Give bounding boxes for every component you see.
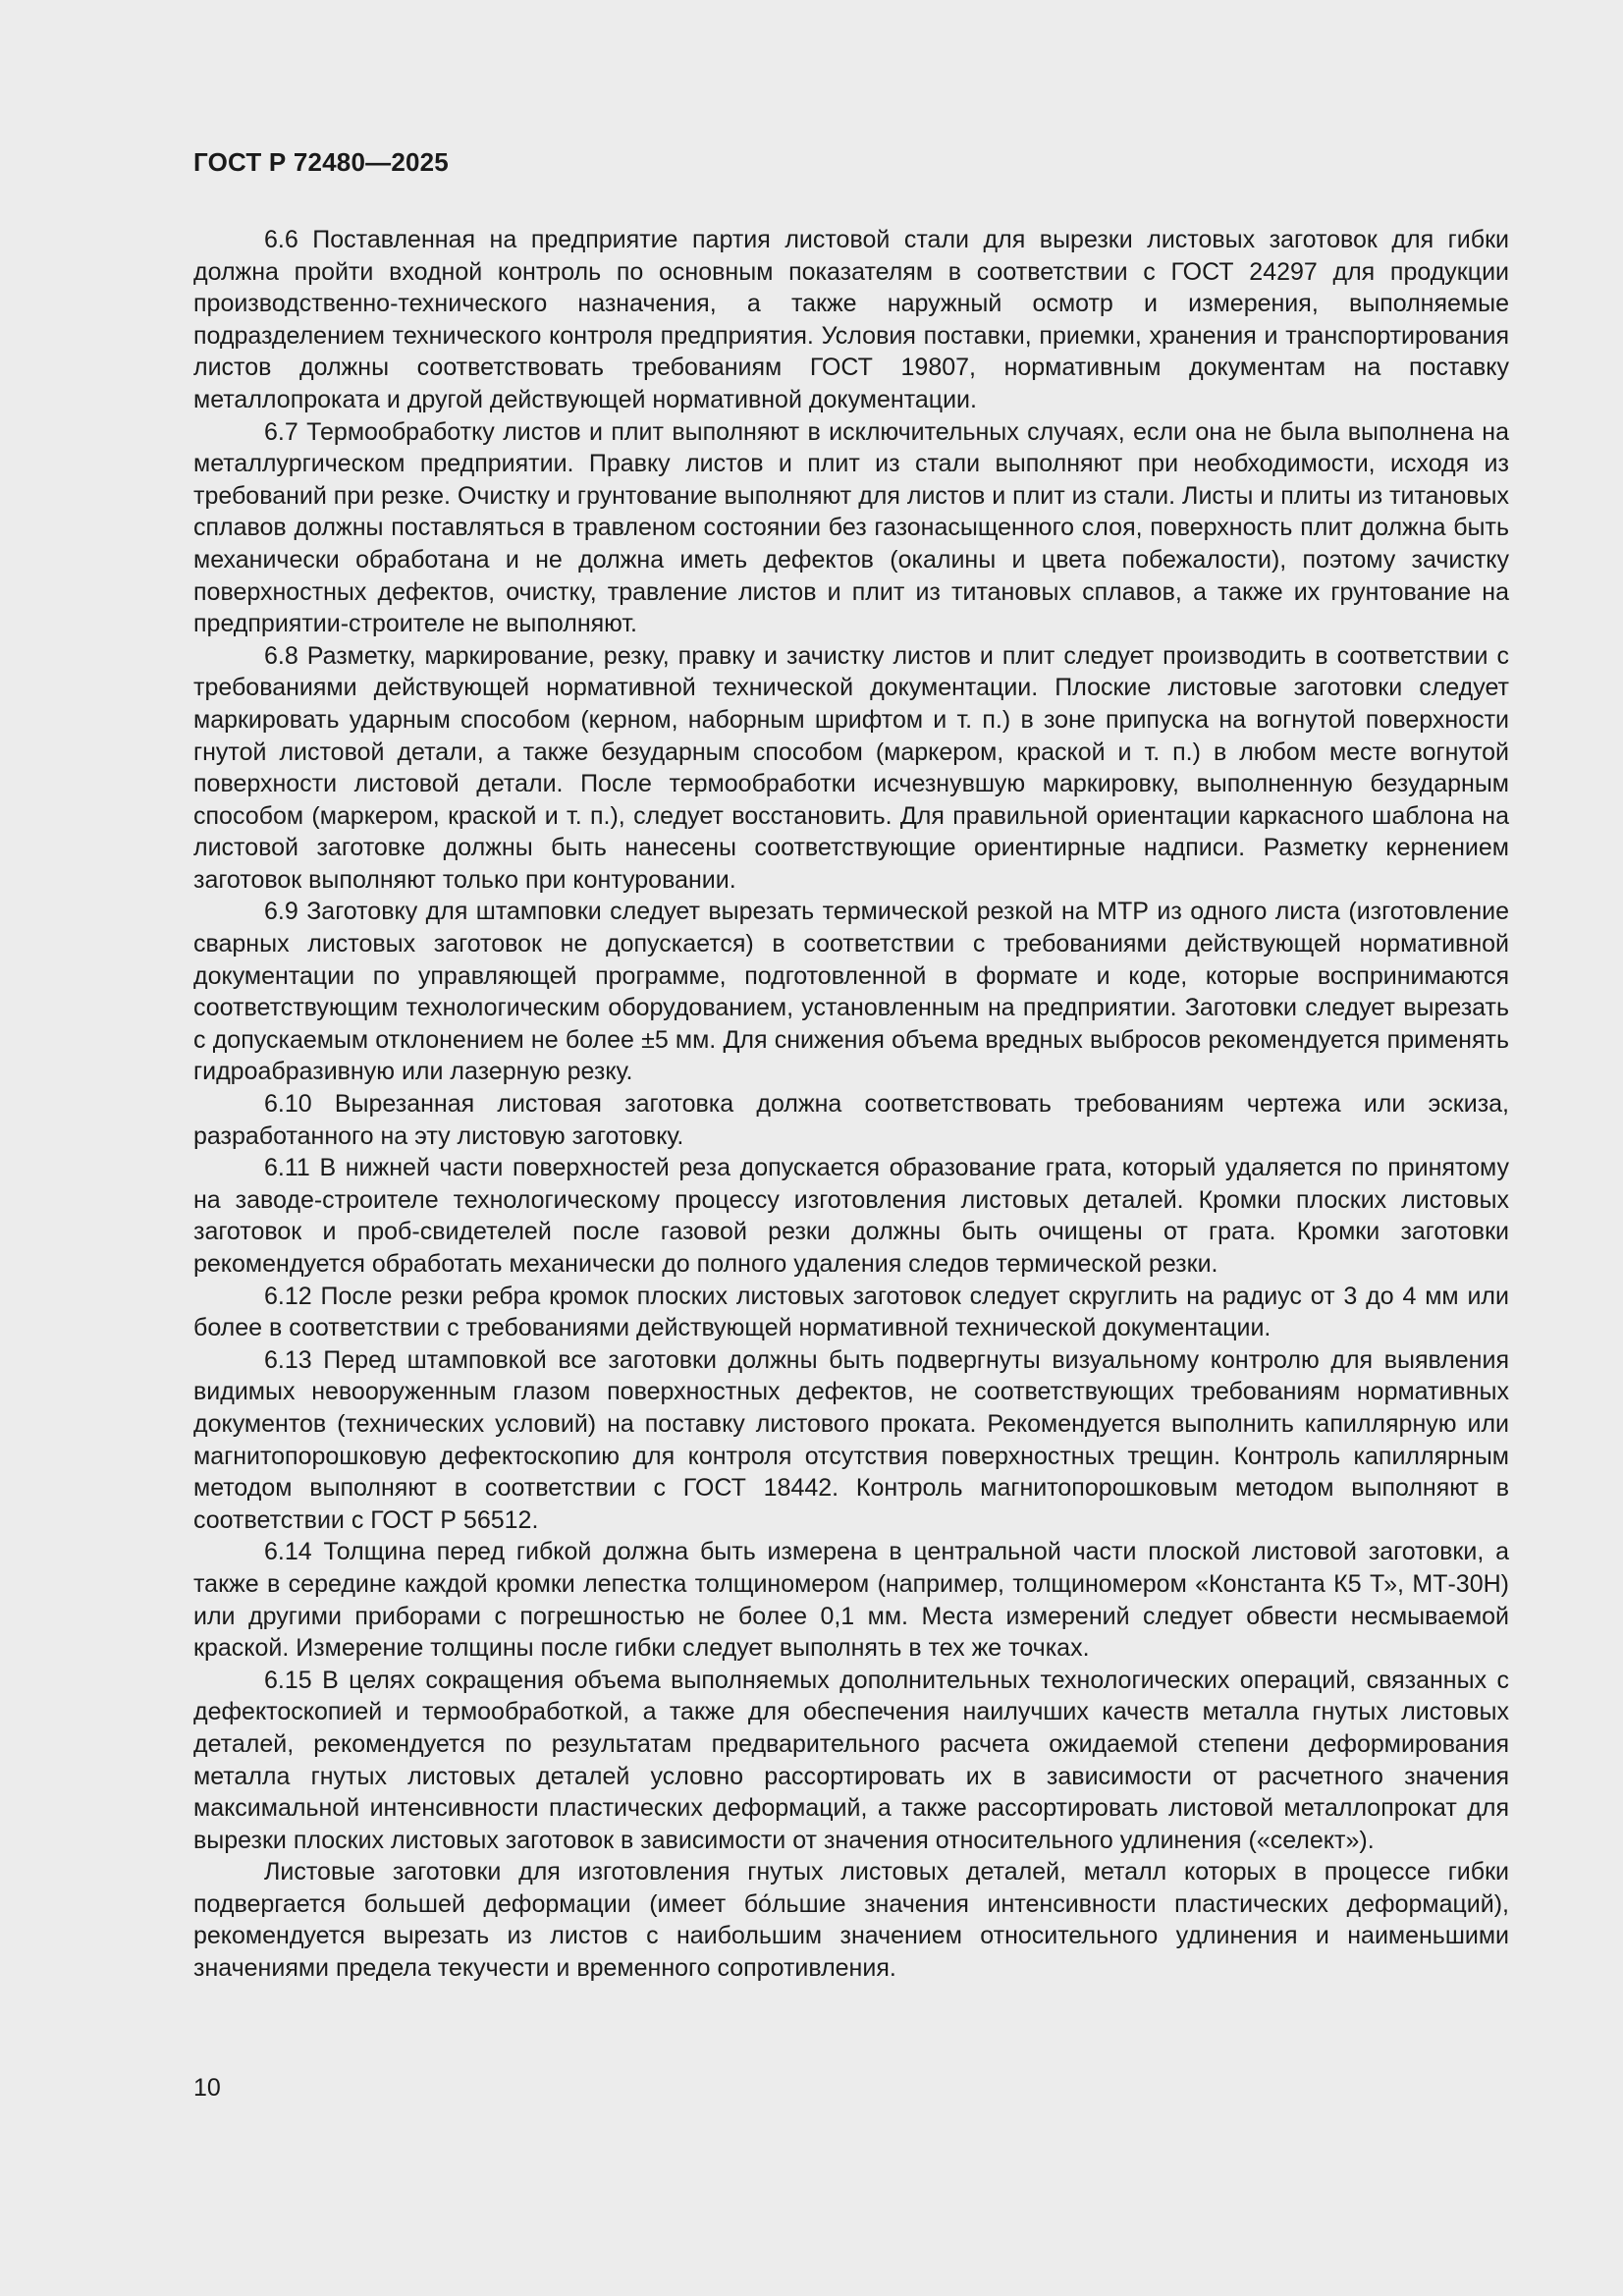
clause-6-11: 6.11 В нижней части поверхностей реза допускается образование грата, который удаляется по принятому на заводе-строителе технологическому процессу изготовления листовых деталей. Кромки плоских листовых заготовок и проб-свидетелей после газовой резки должны быть очищены от грата. Кромки заготовки рекомендуется обработать механически до полного удаления следов термической резки. xyxy=(193,1154,1509,1278)
clause-6-15: 6.15 В целях сокращения объема выполняемых дополнительных технологических операций, связанных с дефектоскопией и термообработкой, а также для обеспечения наилучших качеств металла гнутых листовых деталей, рекомендуется по результатам предварительного расчета ожидаемой степени деформирования металла гнутых листовых деталей условно рассортировать их в зависимости от расчетного значения максимальной интенсивности пластических деформаций, а также рассортировать листовой металлопрокат для вырезки плоских листовых заготовок в зависимости от значения относительного удлинения («селект»). xyxy=(193,1666,1509,1854)
clause-6-8: 6.8 Разметку, маркирование, резку, правку и зачистку листов и плит следует производить в соответствии с требованиями действующей нормативной технической документации. Плоские листовые заготовки следует маркировать ударным способом (керном, наборным шрифтом и т. п.) в зоне припуска на вогнутой поверхности гнутой листовой детали, а также безударным способом (маркером, краской и т. п.) в любом месте вогнутой поверхности листовой детали. После термообработки исчезнувшую маркировку, выполненную безударным способом (маркером, краской и т. п.), следует восстановить. Для правильной ориентации каркасного шаблона на листовой заготовке должны быть нанесены соответствующие ориентирные надписи. Разметку кернением заготовок выполняют только при контуровании. xyxy=(193,641,1509,894)
clause-6-13: 6.13 Перед штамповкой все заготовки должны быть подвергнуты визуальному контролю для выявления видимых невооруженным глазом поверхностных дефектов, не соответствующих требованиям нормативных документов (технических условий) на поставку листового проката. Рекомендуется выполнить капиллярную или магнитопорошковую дефектоскопию для контроля отсутствия поверхностных трещин. Контроль капиллярным методом выполняют в соответствии с ГОСТ 18442. Контроль магнитопорошковым методом выполняют в соответствии с ГОСТ Р 56512. xyxy=(193,1345,1509,1534)
clause-6-12: 6.12 После резки ребра кромок плоских листовых заготовок следует скруглить на радиус от 3 до 4 мм или более в соответствии с требованиями действующей нормативной технической документации. xyxy=(193,1282,1509,1342)
body-text xyxy=(193,224,1509,1985)
clause-6-6: 6.6 Поставленная на предприятие партия листовой стали для вырезки листовых заготовок для гибки должна пройти входной контроль по основным показателям в соответствии с ГОСТ 24297 для продукции производственно-технического назначения, а также наружный осмотр и измерения, выполняемые подразделением технического контроля предприятия. Условия поставки, приемки, хранения и транспортирования листов должны соответствовать требованиям ГОСТ 19807, нормативным документам на поставку металлопроката и другой действующей нормативной документации. xyxy=(193,226,1509,413)
clause-6-14: 6.14 Толщина перед гибкой должна быть измерена в центральной части плоской листовой заготовки, а также в середине каждой кромки лепестка толщиномером (например, толщиномером «Константа К5 Т», МТ-30Н) или другими приборами с погрешностью не более 0,1 мм. Места измерений следует обвести несмываемой краской. Измерение толщины после гибки следует выполнять в тех же точках. xyxy=(193,1538,1509,1663)
page-number: 10 xyxy=(193,2074,221,2102)
clause-6-15-continuation: Листовые заготовки для изготовления гнутых листовых деталей, металл которых в процессе гибки подвергается большей деформации (имеет бо́льшие значения интенсивности пластических деформаций), рекомендуется вырезать из листов с наибольшим значением относительного удлинения и наименьшими значениями предела текучести и временного сопротивления. xyxy=(193,1858,1509,1983)
standard-id-header: ГОСТ Р 72480—2025 xyxy=(193,147,449,177)
clause-6-10: 6.10 Вырезанная листовая заготовка должна соответствовать требованиям чертежа или эскиза, разработанного на эту листовую заготовку. xyxy=(193,1090,1509,1150)
clause-6-9: 6.9 Заготовку для штамповки следует вырезать термической резкой на МТР из одного листа (изготовление сварных листовых заготовок не допускается) в соответствии с требованиями действующей нормативной документации по управляющей программе, подготовленной в формате и коде, которые воспринимаются соответствующим технологическим оборудованием, установленным на предприятии. Заготовки следует вырезать с допускаемым отклонением не более ±5 мм. Для снижения объема вредных выбросов рекомендуется применять гидроабразивную или лазерную резку. xyxy=(193,898,1509,1086)
clause-6-7: 6.7 Термообработку листов и плит выполняют в исключительных случаях, если она не была выполнена на металлургическом предприятии. Правку листов и плит из стали выполняют при необходимости, исходя из требований при резке. Очистку и грунтование выполняют для листов и плит из стали. Листы и плиты из титановых сплавов должны поставляться в травленом состоянии без газонасыщенного слоя, поверхность плит должна быть механически обработана и не должна иметь дефектов (окалины и цвета побежалости), поэтому зачистку поверхностных дефектов, очистку, травление листов и плит из титановых сплавов, а также их грунтование на предприятии-строителе не выполняют. xyxy=(193,417,1509,638)
